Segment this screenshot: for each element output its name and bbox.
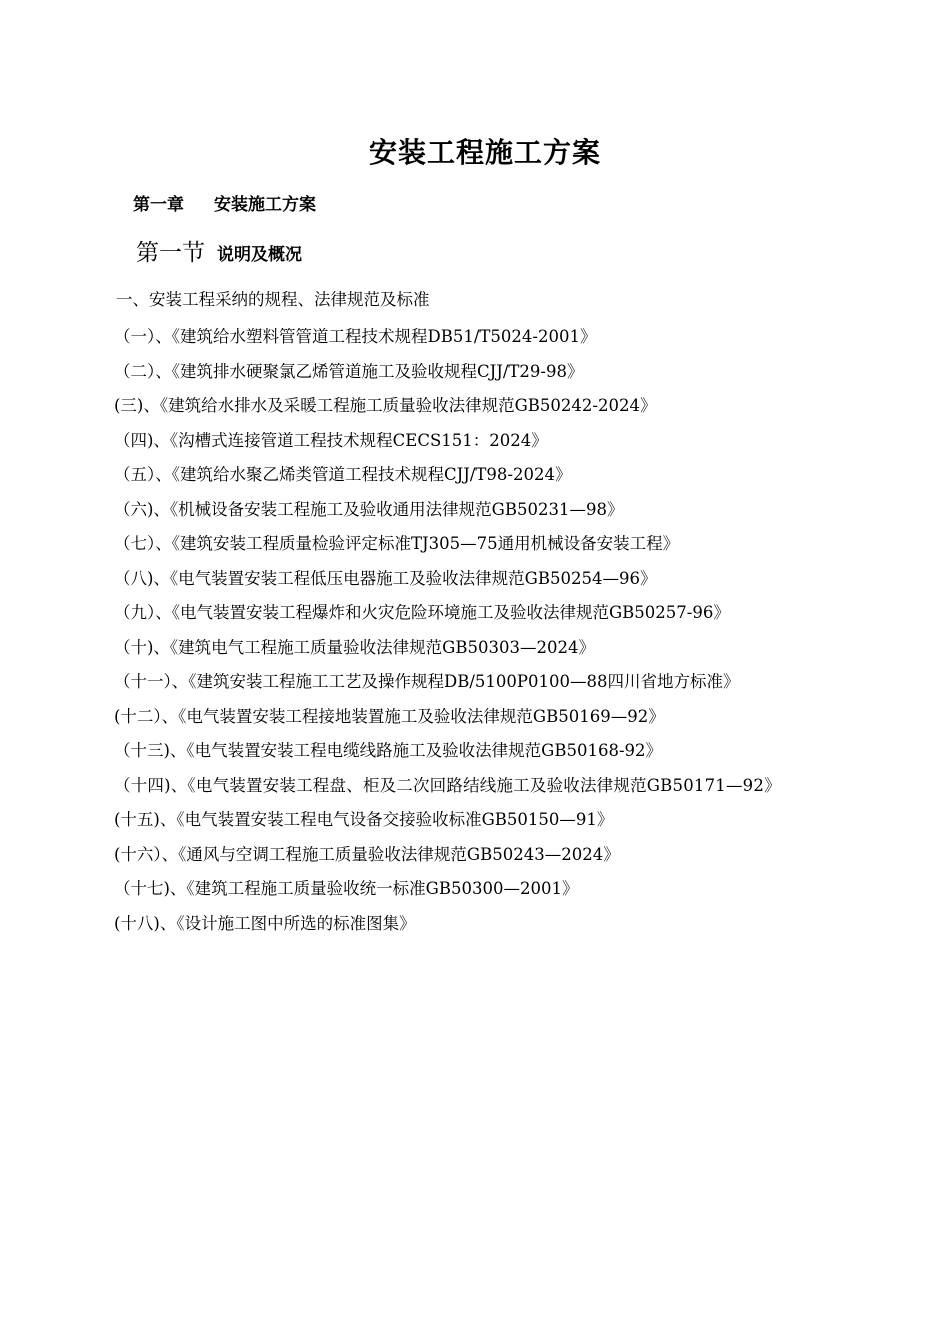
chapter-title: 安装施工方案 <box>214 195 316 215</box>
standards-list <box>114 320 864 941</box>
list-item: （四)、《沟槽式连接管道工程技术规程CECS151：2024》 <box>114 430 548 450</box>
list-item: （五）、《建筑给水聚乙烯类管道工程技术规程CJJ/T98-2024》 <box>114 465 572 484</box>
list-item: （一）、《建筑给水塑料管管道工程技术规程DB51/T5024-2001》 <box>114 327 597 346</box>
section-heading <box>136 234 302 267</box>
list-item: (三)、《建筑给水排水及采暖工程施工质量验收法律规范GB50242-2024》 <box>114 396 657 415</box>
chapter-heading <box>133 190 316 215</box>
list-item: （二）、《建筑排水硬聚氯乙烯管道施工及验收规程CJJ/T29-98》 <box>114 361 584 381</box>
list-item: (十二）、《电气装置安装工程接地装置施工及验收法律规范GB50169—92》 <box>114 706 665 726</box>
list-item: （十三)、《电气装置安装工程电缆线路施工及验收法律规范GB50168-92》 <box>114 741 663 760</box>
document-title: 安装工程施工方案 <box>368 136 601 169</box>
list-item: (十六）、《通风与空调工程施工质量验收法律规范GB50243—2024》 <box>114 844 620 864</box>
list-item: （十七)、《建筑工程施工质量验收统一标准GB50300—2001》 <box>114 879 579 898</box>
list-item: （九）、《电气装置安装工程爆炸和火灾危险环境施工及验收法律规范GB50257-96》 <box>114 603 730 622</box>
section-number: 第一节 <box>136 240 205 266</box>
list-item: （六)、《机械设备安装工程施工及验收通用法律规范GB50231—98》 <box>114 499 624 519</box>
list-item: （八)、《电气装置安装工程低压电器施工及验收法律规范GB50254—96》 <box>114 568 657 588</box>
chapter-number: 第一章 <box>133 195 184 215</box>
list-item: （七）、《建筑安装工程质量检验评定标准TJ305—75通用机械设备安装工程》 <box>114 534 680 553</box>
list-item: （十)、《建筑电气工程施工质量验收法律规范GB50303—2024》 <box>114 637 595 657</box>
list-item: (十八)、《设计施工图中所选的标准图集》 <box>114 913 416 933</box>
intro-heading: 一、安装工程采纳的规程、法律规范及标准 <box>116 290 430 309</box>
list-item: （十一）、《建筑安装工程施工工艺及操作规程DB/5100P0100—88四川省地方标准》 <box>114 672 740 691</box>
list-item: （十四)、《电气装置安装工程盘、柜及二次回路结线施工及验收法律规范GB50171—92》 <box>114 775 781 795</box>
list-item: (十五)、《电气装置安装工程电气设备交接验收标准GB50150—91》 <box>114 810 614 829</box>
section-title: 说明及概况 <box>217 245 302 265</box>
